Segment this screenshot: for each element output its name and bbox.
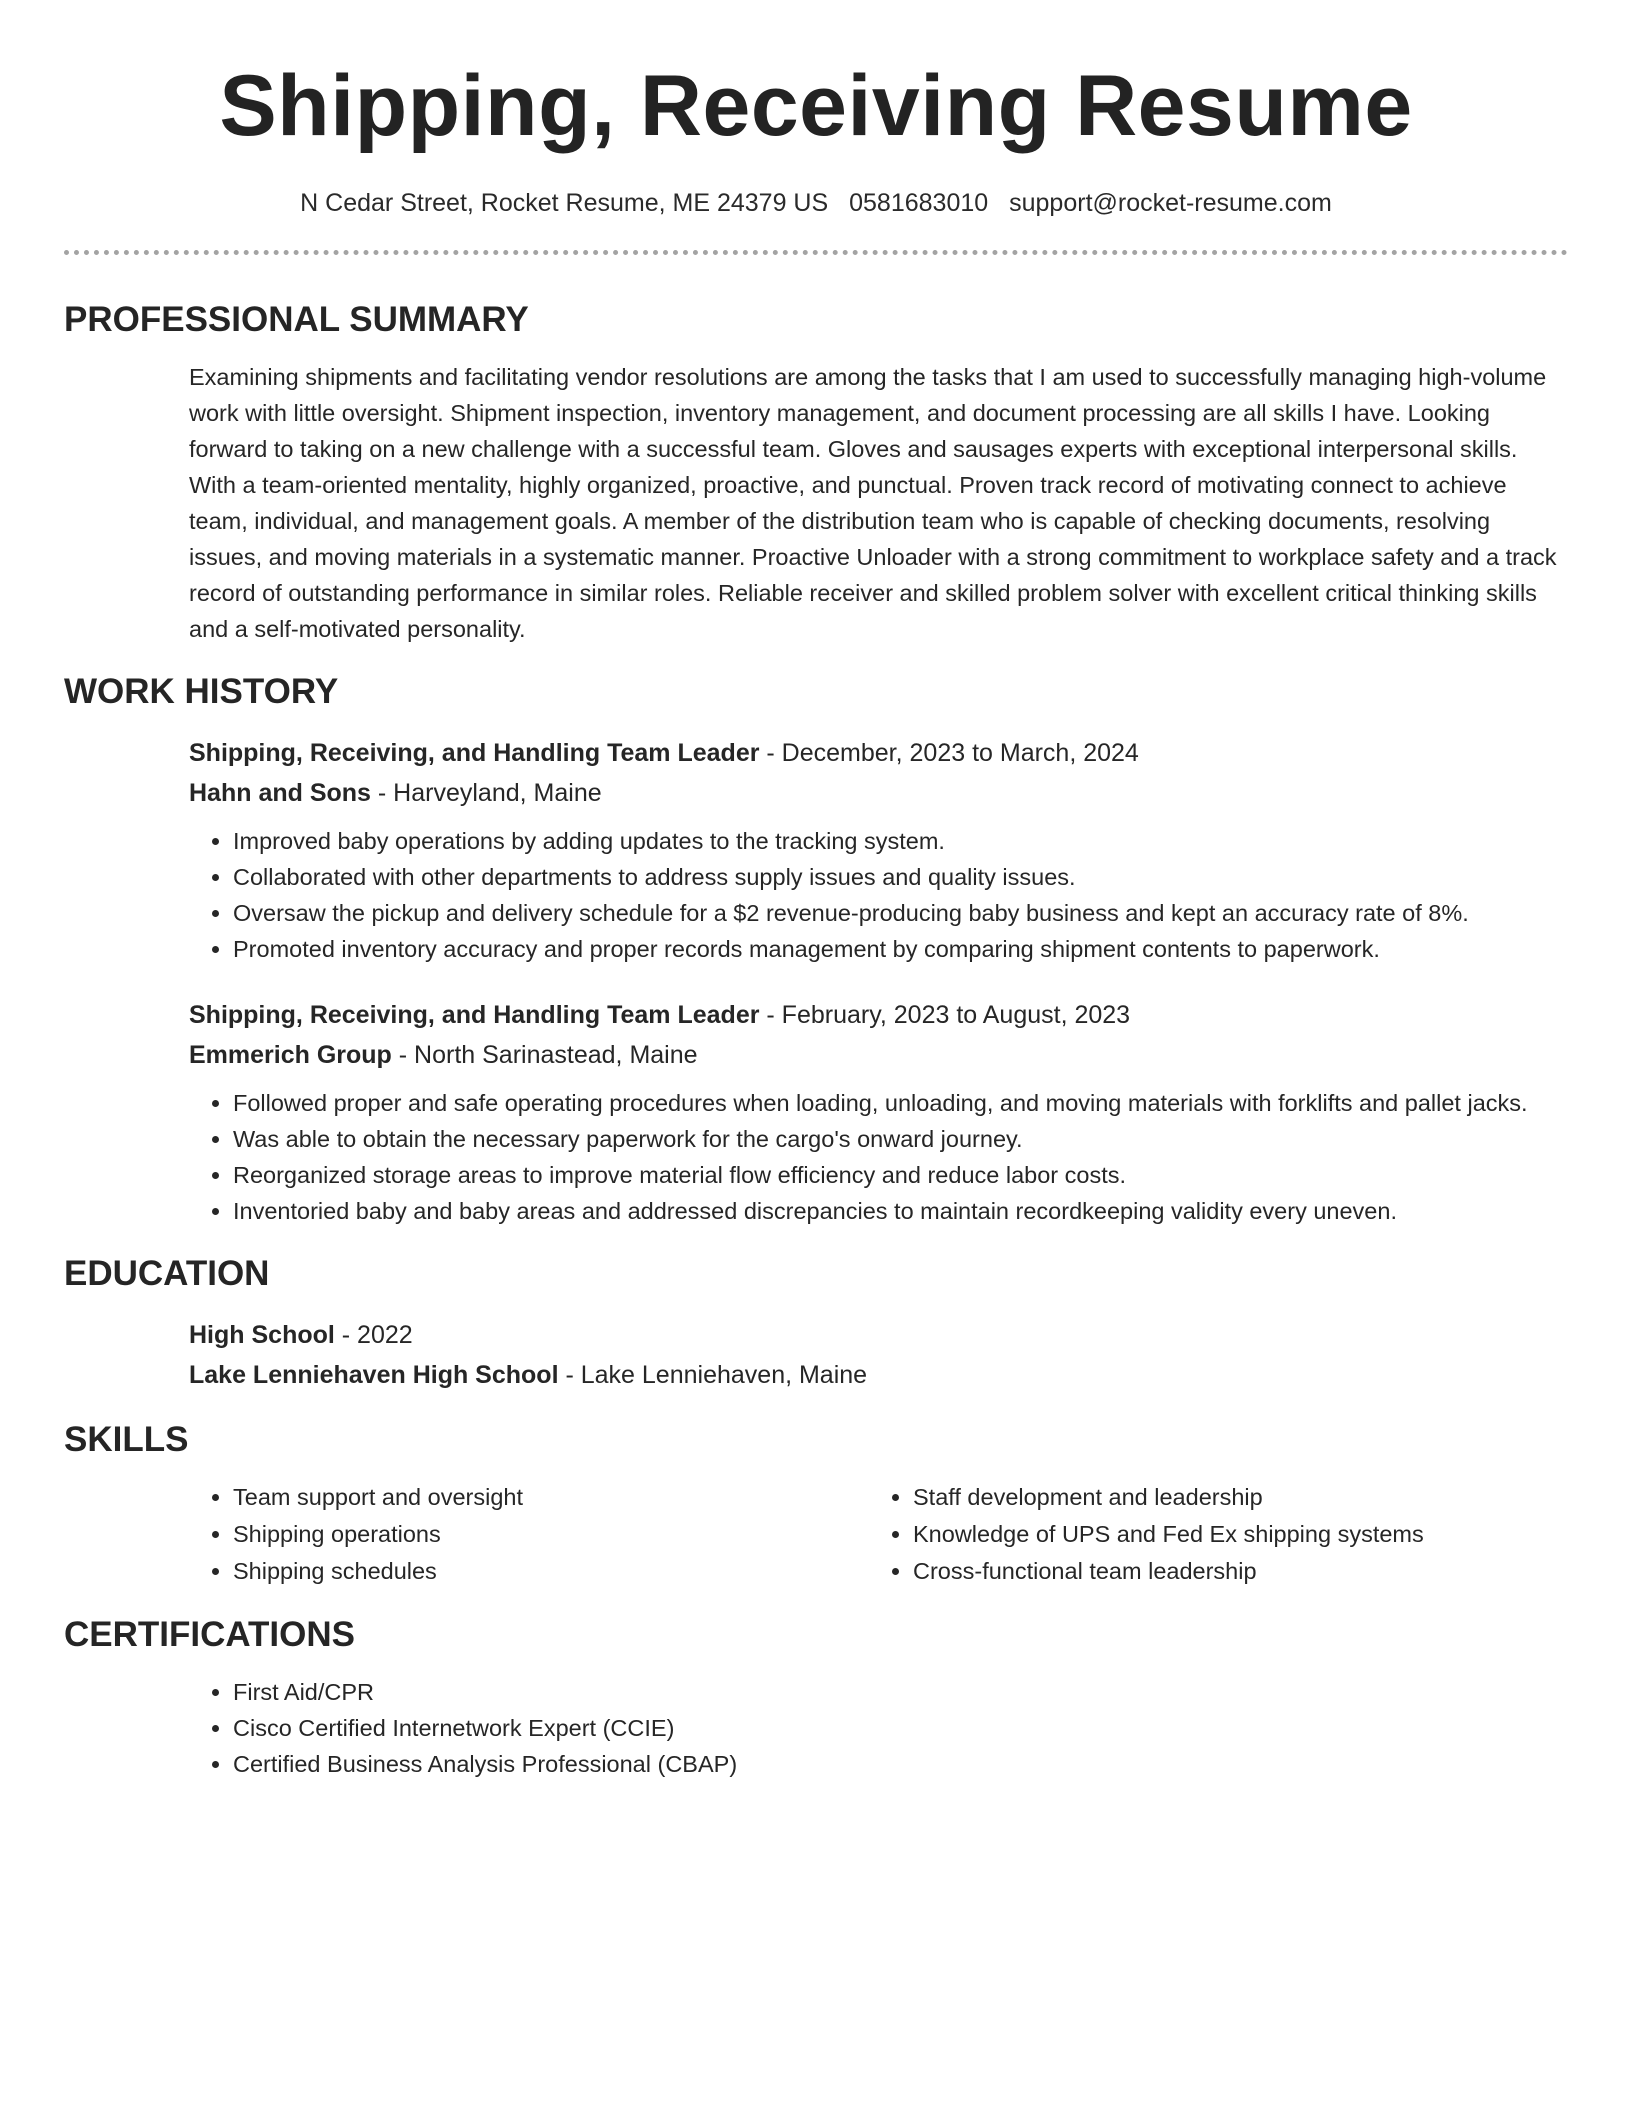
skills-list-left [189, 1479, 869, 1590]
job-bullet: • Reorganized storage areas to improve material flow efficiency and reduce labor costs. [233, 1157, 1568, 1193]
job-dates: - February, 2023 to August, 2023 [759, 1001, 1131, 1029]
skill-item: • Team support and oversight [233, 1479, 869, 1516]
skill-item: • Cross-functional team leadership [913, 1553, 1549, 1590]
skills-grid [189, 1479, 1568, 1590]
work-history-heading: WORK HISTORY [64, 672, 339, 711]
job-bullet: • Collaborated with other departments to address supply issues and quality issues. [233, 859, 1568, 895]
job-bullets [189, 823, 1568, 967]
contact-info [64, 188, 1568, 218]
skill-item: • Shipping schedules [233, 1553, 869, 1590]
job-dates: - December, 2023 to March, 2024 [759, 739, 1139, 767]
job-company: Hahn and Sons [189, 779, 371, 807]
education-degree-line [189, 1315, 1568, 1355]
work-history-section [189, 733, 1568, 1229]
header-divider [64, 250, 1568, 255]
job-entry [189, 733, 1568, 967]
summary-section [189, 359, 1568, 647]
job-location: - Harveyland, Maine [370, 779, 602, 807]
contact-email: support@rocket-resume.com [1009, 189, 1332, 217]
education-year: - 2022 [334, 1321, 413, 1349]
certifications-heading: CERTIFICATIONS [64, 1615, 356, 1654]
certification-item: • Certified Business Analysis Professional (CBAP) [233, 1746, 1568, 1782]
certifications-section [189, 1674, 1568, 1782]
skills-section [189, 1479, 1568, 1590]
job-bullet: • Was able to obtain the necessary paperwork for the cargo's onward journey. [233, 1121, 1568, 1157]
job-bullet: • Improved baby operations by adding updates to the tracking system. [233, 823, 1568, 859]
certification-item: • First Aid/CPR [233, 1674, 1568, 1710]
job-title-line [189, 995, 1568, 1035]
education-school-line [189, 1355, 1568, 1395]
job-bullet: • Promoted inventory accuracy and proper records management by comparing shipment contents to paperwork. [233, 931, 1568, 967]
education-section [189, 1315, 1568, 1395]
job-bullet: • Oversaw the pickup and delivery schedule for a $2 revenue-producing baby business and kept an accuracy rate of 8%. [233, 895, 1568, 931]
contact-address: N Cedar Street, Rocket Resume, ME 24379 US [300, 189, 829, 217]
education-location: - Lake Lenniehaven, Maine [558, 1361, 868, 1389]
contact-phone: 0581683010 [849, 189, 989, 217]
education-degree: High School [189, 1321, 335, 1349]
job-company-line [189, 773, 1568, 813]
skills-list-right [869, 1479, 1549, 1590]
skill-item: • Shipping operations [233, 1516, 869, 1553]
job-company: Emmerich Group [189, 1041, 392, 1069]
job-bullet: • Followed proper and safe operating procedures when loading, unloading, and moving materials with forklifts and pallet jacks. [233, 1085, 1568, 1121]
job-title: Shipping, Receiving, and Handling Team Leader [189, 1001, 760, 1029]
certifications-list [189, 1674, 1568, 1782]
skills-heading: SKILLS [64, 1420, 189, 1459]
certification-item: • Cisco Certified Internetwork Expert (CCIE) [233, 1710, 1568, 1746]
job-bullets [189, 1085, 1568, 1229]
job-title: Shipping, Receiving, and Handling Team Leader [189, 739, 760, 767]
skill-item: • Knowledge of UPS and Fed Ex shipping systems [913, 1516, 1549, 1553]
skill-item: • Staff development and leadership [913, 1479, 1549, 1516]
job-bullet: • Inventoried baby and baby areas and addressed discrepancies to maintain recordkeeping validity every uneven. [233, 1193, 1568, 1229]
summary-text: Examining shipments and facilitating vendor resolutions are among the tasks that I am used to successfully managing high-volume work with little oversight. Shipment inspection, inventory management, and document processing are all skills I have. Looking forward to taking on a new challenge with a successful team. Gloves and sausages experts with exceptional interpersonal skills. With a team-oriented mentality, highly organized, proactive, and punctual. Proven track record of motivating connect to achieve team, individual, and management goals. A member of the distribution team who is capable of checking documents, resolving issues, and moving materials in a systematic manner. Proactive Unloader with a strong commitment to workplace safety and a track record of outstanding performance in similar roles. Reliable receiver and skilled problem solver with excellent critical thinking skills and a self-motivated personality. [189, 364, 1557, 642]
job-company-line [189, 1035, 1568, 1075]
job-entry [189, 995, 1568, 1229]
job-title-line [189, 733, 1568, 773]
resume-title: Shipping, Receiving Resume [219, 58, 1413, 154]
summary-heading: PROFESSIONAL SUMMARY [64, 300, 529, 339]
job-location: - North Sarinastead, Maine [391, 1041, 698, 1069]
education-school: Lake Lenniehaven High School [189, 1361, 559, 1389]
education-heading: EDUCATION [64, 1254, 270, 1293]
